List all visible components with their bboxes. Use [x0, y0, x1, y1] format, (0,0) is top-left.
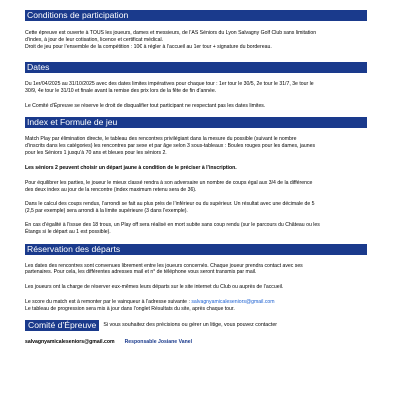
section-header-comite: Comité d’Épreuve — [25, 320, 99, 331]
dates-line-1: Du 1er/04/2025 au 31/10/2025 avec des dates limites impératives pour chaque tour : 1er tour le 30/5, 2e tour le 31/7, 3e tour le — [25, 80, 314, 87]
index-line-6: des deux index au jour de la rencontre (index maximum retenu sera de 36). — [25, 186, 197, 193]
index-bold-note: Les séniors 2 peuvent choisir un départ jaune à condition de le préciser à l’inscription. — [25, 165, 237, 172]
comite-email[interactable]: salvagnyamicaleseniors@gmail.com — [25, 339, 115, 346]
comite-row — [25, 320, 400, 331]
dates-line-3: Le Comité d’Épreuve se réserve le droit de disqualifier tout participant ne respectant pas les dates limites. — [25, 102, 266, 109]
reservation-line-2: partenaires. Pour cela, les différentes adresses mail et n° de téléphone vous seront transmis par mail. — [25, 269, 257, 276]
index-line-9: En cas d’égalité à l’issue des 18 trous, un Play off sera réalisé en mort subite sans coup rendu (sur le parcours du Château ou les — [25, 221, 320, 228]
index-line-8: (2,5 par exemple) sera arrondi à la limite supérieure (3 dans l’exemple). — [25, 207, 188, 214]
score-email-link[interactable]: salvagnyamicaleseniors@gmail.com — [191, 299, 275, 306]
conditions-line-3: Droit de jeu pour l’ensemble de la compétition : 10€ à régler à l’accueil au 1er tour + signature du bordereau. — [25, 43, 272, 50]
section-header-reservation: Réservation des départs — [25, 244, 367, 255]
section-header-conditions: Conditions de participation — [25, 10, 367, 21]
index-line-3: pour les Séniors 1 jusqu’à 70 ans et bleues pour les séniors 2. — [25, 150, 167, 157]
section-header-index: Index et Formule de jeu — [25, 117, 367, 128]
reservation-line-5: Le tableau de progression sera mis à jour dans l’onglet Résultats du site, après chaque tour. — [25, 306, 235, 313]
index-line-2: d’inscrits dans les catégories) les rencontres par sexe et par âge selon 3 sous-tableaux : Boules rouges pour les dames, jaunes — [25, 143, 316, 150]
comite-responsable: Responsable Josiane Vanel — [124, 339, 193, 346]
score-text: Le score du match est à remonter par le vainqueur à l’adresse suivante : — [25, 299, 192, 306]
reservation-line-1: Les dates des rencontres sont convenues librement entre les joueurs concernés. Chaque joueur prendra contact avec ses — [25, 262, 303, 269]
reservation-line-3: Les joueurs ont la charge de réserver eux-mêmes leurs départs sur le site internet du Club ou auprès de l’accueil. — [25, 284, 284, 291]
index-line-1: Match Play par élimination directe, le tableau des rencontres privilégiant dans la mesure du possible (suivant le nombre — [25, 136, 297, 143]
reservation-line-4 — [25, 299, 373, 306]
section-header-dates: Dates — [25, 62, 367, 73]
conditions-line-2: d’index, à jour de leur cotisation, licence et certificat médical. — [25, 36, 164, 43]
comite-contact-line — [25, 339, 373, 346]
dates-line-2: 30/9, 4e tour le 31/10 et finale avant la remise des prix lors de la fête de fin d’année. — [25, 87, 217, 94]
index-line-10: Étangs si le départ au 1 est possible). — [25, 228, 111, 235]
comite-text: Si vous souhaitez des précisions ou gérer un litige, vous pouvez contacter — [103, 322, 278, 329]
index-line-7: Dans le calcul des coups rendus, l’arrondi se fait au plus près de l’inférieur ou du supérieur. Un résultat avec une décimale de 5 — [25, 200, 315, 207]
index-line-5: Pour équilibrer les parties, le joueur le mieux classé rendra à son adversaire un nombre de coups égal aux 3/4 de la différence — [25, 180, 313, 187]
conditions-line-1: Cette épreuve est ouverte à TOUS les joueurs, dames et messieurs, de l’AS Séniors du Lyon Salvagny Golf Club sans limitation — [25, 30, 317, 36]
